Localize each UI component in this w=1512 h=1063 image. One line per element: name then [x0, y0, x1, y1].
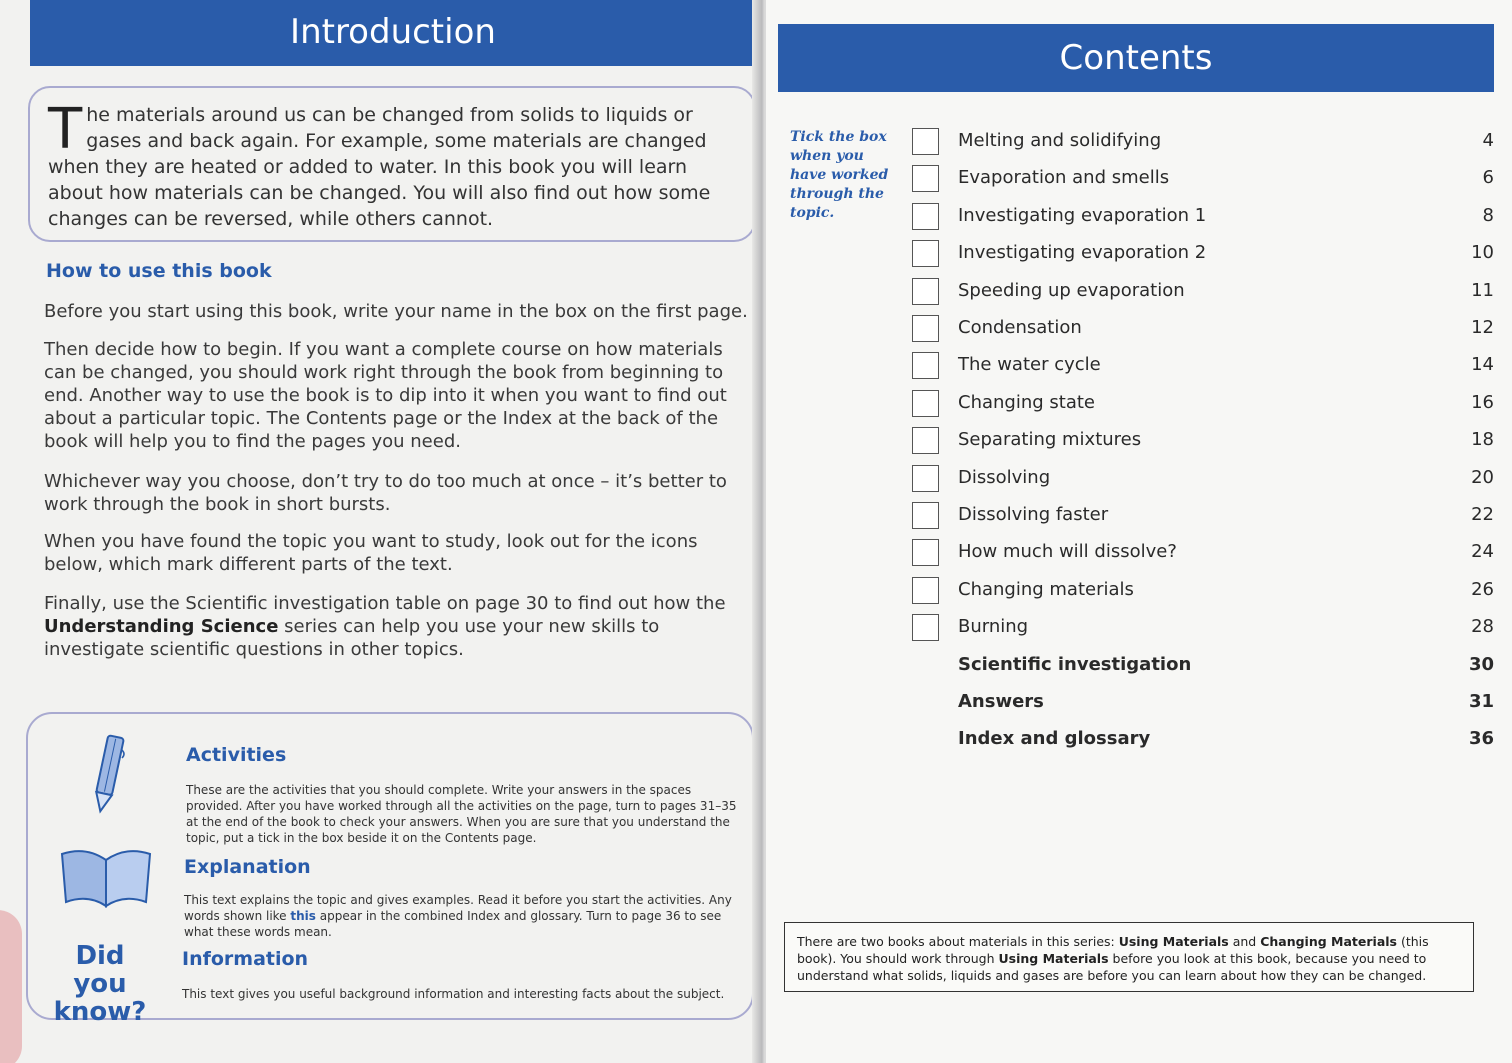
activities-text: These are the activities that you should complete. Write your answers in the spaces provided. After you have worked through all the activities on the page, turn to pages 31–35 at the end of the book to check your answers. When you are sure that you understand the topic, put a tick in the box beside it on the Contents page. [186, 783, 737, 845]
toc-row [912, 165, 1502, 195]
toc-topic-label: Condensation [958, 317, 1082, 338]
tick-checkbox[interactable] [912, 502, 939, 529]
toc-topic-label: Investigating evaporation 1 [958, 205, 1207, 226]
tick-checkbox[interactable] [912, 165, 939, 192]
tick-checkbox[interactable] [912, 577, 939, 604]
introduction-banner: Introduction [30, 0, 756, 66]
toc-row [912, 352, 1502, 382]
toc-topic-label: Melting and solidifying [958, 130, 1162, 151]
tick-checkbox[interactable] [912, 465, 939, 492]
tick-checkbox[interactable] [912, 278, 939, 305]
tick-checkbox[interactable] [912, 539, 939, 566]
toc-row [912, 203, 1502, 233]
note-text-2: and [1228, 934, 1261, 949]
tick-the-box-note: Tick the box when you have worked through the topic. [790, 129, 889, 221]
toc-page-number: 24 [1471, 541, 1494, 562]
note-book-2: Changing Materials [1260, 934, 1397, 949]
toc-row [912, 427, 1502, 457]
open-book-icon [56, 840, 156, 920]
how-to-use-heading: How to use this book [46, 260, 272, 282]
toc-page-number: 30 [1468, 654, 1494, 675]
tick-checkbox[interactable] [912, 614, 939, 641]
toc-page-number: 18 [1471, 429, 1494, 450]
toc-topic-label: Burning [958, 616, 1029, 637]
explanation-text-after: appear in the combined Index and glossary. Turn to page 36 to see what these words mean. [184, 909, 722, 939]
toc-topic-label: Index and glossary [958, 728, 1151, 749]
tick-checkbox[interactable] [912, 240, 939, 267]
series-note-box [784, 922, 1474, 992]
note-text-3: (this book). You should work through [797, 934, 1429, 966]
explanation-text [184, 892, 744, 940]
series-name: Understanding Science [44, 616, 279, 637]
toc-topic-label: The water cycle [958, 354, 1101, 375]
tick-checkbox[interactable] [912, 128, 939, 155]
toc-row [912, 502, 1502, 532]
toc-row [912, 689, 1502, 719]
drop-cap: T [48, 97, 83, 162]
toc-row [912, 390, 1502, 420]
toc-page-number: 6 [1482, 167, 1494, 188]
p5-text-after: series can help you use your new skills to investigate scientific questions in other topics. [44, 616, 660, 660]
toc-page-number: 4 [1482, 130, 1494, 151]
toc-page-number: 26 [1471, 579, 1494, 600]
pencil-icon [68, 730, 148, 820]
paragraph-icons: When you have found the topic you want to study, look out for the icons below, which mark different parts of the text. [44, 531, 698, 575]
toc-topic-label: Answers [958, 691, 1044, 712]
toc-topic-label: Evaporation and smells [958, 167, 1170, 188]
toc-page-number: 14 [1471, 354, 1494, 375]
toc-topic-label: Investigating evaporation 2 [958, 242, 1207, 263]
toc-topic-label: Speeding up evaporation [958, 280, 1185, 301]
did-you-know-line-2: know? [53, 997, 147, 1027]
toc-page-number: 20 [1471, 467, 1494, 488]
toc-page-number: 12 [1471, 317, 1494, 338]
toc-topic-label: How much will dissolve? [958, 541, 1177, 562]
note-text-4: before you look at this book, because you need to understand what solids, liquids and gases are before you can learn about how they can be changed. [797, 951, 1427, 983]
explanation-title: Explanation [184, 856, 311, 878]
toc-page-number: 22 [1471, 504, 1494, 525]
toc-row [912, 240, 1502, 270]
tick-checkbox[interactable] [912, 390, 939, 417]
did-you-know-icon [50, 942, 150, 1026]
activities-title: Activities [186, 744, 287, 766]
tick-checkbox[interactable] [912, 352, 939, 379]
toc-row [912, 614, 1502, 644]
p5-text-before: Finally, use the Scientific investigation table on page 30 to find out how the [44, 593, 726, 614]
explanation-text-before: This text explains the topic and gives examples. Read it before you start the activities. Any words shown like [184, 893, 732, 923]
toc-page-number: 16 [1471, 392, 1494, 413]
toc-topic-label: Dissolving faster [958, 504, 1109, 525]
note-text-1: There are two books about materials in this series: [797, 934, 1119, 949]
information-title: Information [182, 948, 309, 970]
toc-row [912, 278, 1502, 308]
glossary-example-word: this [290, 909, 316, 923]
toc-topic-label: Changing state [958, 392, 1095, 413]
toc-page-number: 11 [1471, 280, 1494, 301]
note-book-3: Using Materials [998, 951, 1109, 966]
did-you-know-line-1: Did you [73, 941, 127, 999]
toc-topic-label: Separating mixtures [958, 429, 1142, 450]
toc-topic-label: Dissolving [958, 467, 1051, 488]
toc-row [912, 539, 1502, 569]
toc-row [912, 652, 1502, 682]
toc-page-number: 8 [1482, 205, 1494, 226]
toc-row [912, 577, 1502, 607]
toc-row [912, 726, 1502, 756]
tick-checkbox[interactable] [912, 315, 939, 342]
toc-page-number: 36 [1468, 728, 1494, 749]
contents-banner: Contents [778, 24, 1494, 92]
thumb [0, 910, 22, 1063]
intro-text: he materials around us can be changed from solids to liquids or gases and back again. For example, some materials are changed when they are heated or added to water. In this book you will learn about how materials can be changed. You will also find out how some changes can be reversed, while others cannot. [48, 104, 711, 230]
toc-row [912, 465, 1502, 495]
paragraph-how-to-begin: Then decide how to begin. If you want a complete course on how materials can be changed, you should work right through the book from beginning to end. Another way to use the book is to dip into it when you want to find out about a particular topic. The Contents page or the Index at the back of the book will help you to find the pages you need. [44, 339, 727, 452]
toc-row [912, 128, 1502, 158]
paragraph-scientific-investigation [44, 592, 750, 661]
right-page [766, 0, 1512, 1063]
toc-topic-label: Scientific investigation [958, 654, 1192, 675]
toc-page-number: 10 [1471, 242, 1494, 263]
intro-box [28, 86, 756, 242]
toc-page-number: 28 [1471, 616, 1494, 637]
tick-checkbox[interactable] [912, 203, 939, 230]
tick-checkbox[interactable] [912, 427, 939, 454]
note-book-1: Using Materials [1118, 934, 1229, 949]
paragraph-name-box: Before you start using this book, write your name in the box on the first page. [44, 301, 748, 322]
toc-topic-label: Changing materials [958, 579, 1134, 600]
toc-page-number: 31 [1468, 691, 1494, 712]
information-text: This text gives you useful background information and interesting facts about the subject. [182, 987, 725, 1001]
toc-row [912, 315, 1502, 345]
paragraph-short-bursts: Whichever way you choose, don’t try to do too much at once – it’s better to work through the book in short bursts. [44, 471, 727, 515]
